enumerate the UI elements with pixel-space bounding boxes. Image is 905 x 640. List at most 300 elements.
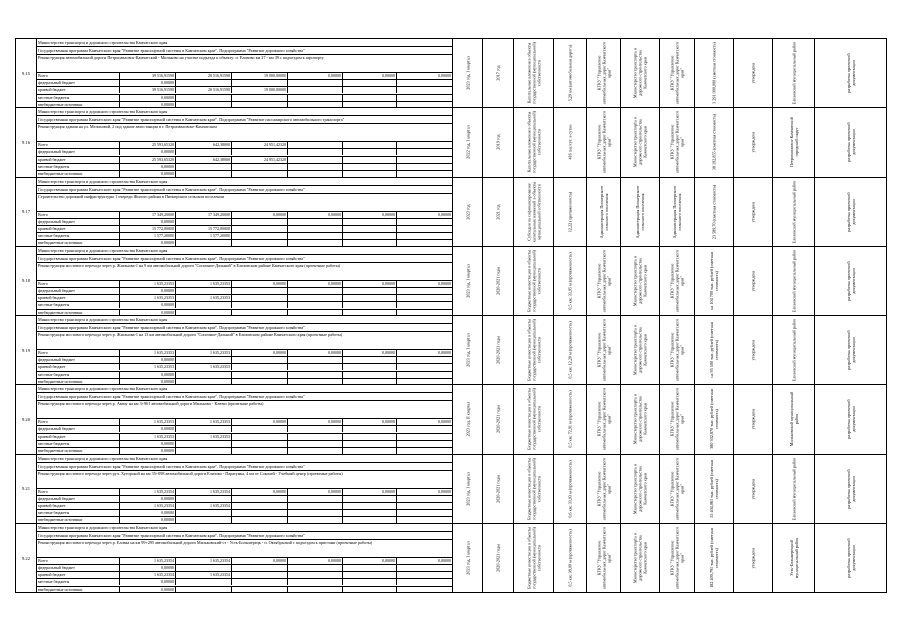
funding-row: [36, 433, 452, 440]
funding-row: [36, 72, 452, 79]
stage-cell: [814, 524, 886, 593]
funding-source-label: краевой бюджет: [36, 364, 120, 370]
estimated-cost-cell-text: на 104 700 тыс. рублей (сметная стоимость): [709, 252, 719, 310]
project-row: [16, 455, 886, 524]
customer-cell-text: КГКУ "Управление автомобильных дорог Камчатского края": [596, 527, 611, 590]
responsible-cell-text: Администрация Пионерского сельского поселения: [635, 185, 645, 238]
customer-cell: [586, 39, 620, 107]
funding-value-cell: 15 772,00000: [176, 226, 232, 232]
funding-value-cell: [343, 171, 397, 177]
funding-value-cell: 0,00000: [288, 489, 343, 495]
documentation-status-cell-text: утверждена: [750, 408, 756, 430]
developer-cell: [659, 385, 694, 453]
stage-cell: [814, 385, 886, 453]
investment-type-cell-text: Бюджетные инвестиции в объекты государственной (муниципальной) собственности: [526, 388, 541, 451]
funding-value-cell: 0,00000: [120, 80, 176, 86]
responsible-cell: [620, 247, 659, 315]
capacity-cell: [553, 316, 586, 384]
start-date-cell-text: 2020-2021 годы: [495, 336, 501, 364]
ministry-line: Министерство транспорта и дорожного строительства Камчатского края: [36, 108, 452, 116]
capacity-cell-text: 5,29 км (автомобильная дорога): [567, 44, 573, 102]
funding-value-cell: [288, 157, 343, 163]
funding-row: [36, 211, 452, 218]
funding-value-cell: 0,00000: [120, 565, 176, 571]
funding-value-cell: 1 635,23353: [176, 419, 232, 425]
municipality-cell: [772, 385, 814, 453]
investment-type-cell: [513, 455, 553, 523]
funding-value-cell: [232, 503, 288, 509]
funding-value-cell: [343, 372, 397, 378]
funding-value-cell: [343, 87, 397, 93]
commissioning-date-cell-text: 2023 год, I квартал: [465, 541, 470, 576]
funding-value-cell: 0,00000: [343, 419, 397, 425]
developer-cell-text: КГКУ "Управление автомобильных дорог Камчатского края": [669, 249, 685, 313]
funding-value-cell: [176, 510, 232, 516]
commissioning-date-cell-text: 2023 год: [465, 204, 470, 220]
funding-value-cell: 0,00000: [120, 302, 176, 308]
program-line: Государственная программа Камчатского края "Развитие транспортной системы в Камчатском крае". Подпрограмма "Развитие дорожного хозяйства": [36, 47, 452, 55]
estimated-cost-cell: [694, 108, 733, 176]
funding-value-cell: 0,00000: [120, 426, 176, 432]
capacity-cell: [553, 247, 586, 315]
funding-value-cell: [288, 496, 343, 502]
funding-row: [36, 488, 452, 495]
municipality-cell: [772, 524, 814, 593]
capacity-cell: [553, 524, 586, 593]
funding-value-cell: [176, 149, 232, 155]
funding-source-label: федеральный бюджет: [36, 288, 120, 294]
funding-value-cell: 0,00000: [232, 212, 288, 218]
funding-value-cell: [288, 295, 343, 301]
funding-value-cell: [343, 496, 397, 502]
funding-value-cell: [288, 310, 343, 316]
project-row: [16, 385, 886, 454]
commissioning-date-cell: [452, 524, 482, 593]
funding-value-cell: 0,00000: [232, 419, 288, 425]
start-date-cell: [482, 385, 513, 453]
funding-value-cell: [232, 372, 288, 378]
customer-cell: [586, 385, 620, 453]
funding-row: [36, 232, 452, 239]
funding-source-label: краевой бюджет: [36, 572, 120, 578]
funding-value-cell: [288, 379, 343, 385]
funding-value-cell: 15 772,00000: [120, 226, 176, 232]
customer-cell-text: КГКУ "Управление автомобильных дорог Камчатского края": [596, 249, 611, 313]
funding-value-cell: [343, 565, 397, 571]
funding-value-cell: [176, 517, 232, 523]
funding-value-cell: [176, 379, 232, 385]
funding-value-cell: [343, 579, 397, 585]
funding-value-cell: [343, 226, 397, 232]
funding-value-cell: 0,00000: [120, 357, 176, 363]
funding-value-cell: 0,00000: [438, 557, 451, 563]
funding-value-cell: [232, 441, 288, 447]
funding-value-cell: 0,00000: [343, 350, 397, 356]
funding-value-cell: [397, 171, 452, 177]
funding-source-label: Всего: [36, 419, 120, 425]
funding-value-cell: [232, 572, 288, 578]
funding-value-cell: [232, 579, 288, 585]
funding-value-cell: [176, 448, 232, 454]
stage-cell-text: разработка проектной документации: [845, 538, 856, 578]
funding-row: [36, 156, 452, 163]
object-name: Реконструкция мостового перехода через р. Жиганова-1 на 13 км автомобильной дороги "Сопочное-Дальний" в Елизовском районе Камчатского края (проектные работы): [38, 332, 343, 337]
developer-cell: [659, 178, 694, 246]
capacity-cell-text: 0,5 км; 12,20 м (протяженность): [567, 321, 573, 379]
stage-cell: [814, 316, 886, 384]
customer-cell-text: КГКУ "Управление автомобильных дорог Камчатского края": [596, 318, 611, 382]
project-row: [16, 247, 886, 316]
funding-value-cell: [176, 587, 232, 593]
funding-value-cell: [397, 565, 452, 571]
funding-value-cell: [232, 357, 288, 363]
customer-cell-text: Администрация Пионерского сельского поселения: [598, 185, 609, 238]
investment-type-cell: [513, 316, 553, 384]
start-date-cell-text: 2021 год: [495, 204, 501, 220]
municipality-cell-text: Петропавловск-Камчатский городской округ: [788, 117, 799, 168]
investment-type-cell-text: Капитальные вложения в объекты государственной (муниципальной) собственности: [526, 42, 541, 105]
funding-row: [36, 516, 452, 523]
funding-value-cell: [288, 226, 343, 232]
responsible-cell: [620, 385, 659, 453]
start-date-cell: [482, 39, 513, 107]
program-line: Государственная программа Камчатского края "Развитие транспортной системы в Камчатском крае". Подпрограмма "Развитие дорожного хозяйства": [36, 255, 452, 263]
funding-value-cell: [232, 434, 288, 440]
project-row: [16, 316, 886, 385]
funding-value-cell: 0,00000: [288, 558, 343, 564]
funding-row: [36, 239, 452, 246]
funding-value-cell: 1 635,23353: [120, 350, 176, 356]
responsible-cell-text: Министерство транспорта и дорожного строительства Камчатского края: [632, 48, 648, 99]
municipality-cell: [772, 178, 814, 246]
capacity-cell-text: 416 пас/сут. в сутки: [567, 124, 573, 160]
funding-value-cell: 1 635,23353: [120, 364, 176, 370]
funding-source-label: местные бюджеты: [36, 164, 120, 170]
funding-source-label: внебюджетные источники: [36, 448, 120, 454]
commissioning-date-cell-text: 2023 год, I квартал: [465, 333, 470, 367]
funding-source-label: федеральный бюджет: [36, 149, 120, 155]
funding-source-label: Всего: [36, 558, 120, 564]
start-date-cell: [482, 524, 513, 593]
funding-value-cell: [288, 587, 343, 593]
funding-value-cell: [397, 448, 452, 454]
documentation-status-cell-text: утверждена: [750, 270, 756, 292]
funding-value-cell: [288, 372, 343, 378]
funding-value-cell: [176, 310, 232, 316]
responsible-cell: [620, 39, 659, 107]
funding-value-cell: [397, 95, 452, 101]
responsible-cell-text: Министерство транспорта и дорожного строительства Камчатского края: [632, 463, 648, 514]
funding-value-cell: [288, 80, 343, 86]
ministry-line: Министерство транспорта и дорожного строительства Камчатского края: [36, 178, 452, 186]
funding-value-cell: [343, 426, 397, 432]
documentation-status-cell-text: утверждена: [750, 131, 756, 153]
funding-source-label: краевой бюджет: [36, 503, 120, 509]
funding-value-cell: [288, 102, 343, 108]
funding-value-cell: [288, 572, 343, 578]
developer-cell: [659, 455, 694, 523]
funding-value-cell: [397, 434, 452, 440]
object-name: Реконструкция автомобильной дороги Петропавловск-Камчатский - Мильково на участке подъезда к объекту: п. Елизово км 27 - км 39 с подъездом к аэропорту: [38, 55, 324, 60]
funding-value-cell: [232, 226, 288, 232]
funding-value-cell: [343, 233, 397, 239]
project-row: [16, 108, 886, 177]
capacity-cell-text: 0,6 км; 33,93 м (протяженность): [567, 460, 573, 518]
developer-cell: [659, 108, 694, 176]
funding-value-cell: 1 635,23353: [176, 295, 232, 301]
funding-source-label: внебюджетные источники: [36, 310, 120, 316]
ministry-line: Министерство транспорта и дорожного строительства Камчатского края: [36, 385, 452, 393]
documentation-status-cell-text: утверждена: [750, 478, 756, 500]
capacity-cell-text: 0,5 км; 72,91 м (протяженность): [567, 390, 573, 448]
funding-value-cell: 0,00000: [120, 517, 176, 523]
ministry-line: Министерство транспорта и дорожного строительства Камчатского края: [36, 316, 452, 324]
funding-value-cell: [343, 587, 397, 593]
investment-type-cell: [513, 108, 553, 176]
funding-value-cell: [288, 510, 343, 516]
funding-value-cell: [343, 95, 397, 101]
funding-value-cell: [232, 102, 288, 108]
municipality-cell-text: Елизовский муниципальный район: [791, 249, 796, 313]
funding-value-cell: [343, 219, 397, 225]
ministry-line: Министерство транспорта и дорожного строительства Камчатского края: [36, 524, 452, 532]
funding-value-cell: [288, 426, 343, 432]
funding-value-cell: [397, 164, 452, 170]
funding-value-cell: 1 635,23353: [120, 434, 176, 440]
responsible-cell: [620, 178, 659, 246]
funding-value-cell: 0,00000: [438, 419, 451, 425]
funding-value-cell: [397, 240, 452, 246]
funding-value-cell: 1 635,23354: [120, 572, 176, 578]
funding-source-label: краевой бюджет: [36, 295, 120, 301]
municipality-cell: [772, 108, 814, 176]
documentation-status-cell: [733, 524, 772, 593]
start-date-cell: [482, 247, 513, 315]
investment-type-cell-text: Капитальные вложения в объекты государственной (муниципальной) собственности: [526, 111, 541, 174]
developer-cell: [659, 524, 694, 593]
capacity-cell: [553, 455, 586, 523]
capacity-cell: [553, 178, 586, 246]
funding-value-cell: [397, 302, 452, 308]
commissioning-date-cell: [452, 455, 482, 523]
funding-source-label: краевой бюджет: [36, 157, 120, 163]
responsible-cell-text: Министерство транспорта и дорожного строительства Камчатского края: [632, 394, 648, 445]
funding-row: [36, 371, 452, 378]
funding-value-cell: 0,00000: [438, 73, 451, 78]
customer-cell: [586, 247, 620, 315]
funding-value-cell: 1 577,20000: [120, 233, 176, 239]
funding-source-label: местные бюджеты: [36, 441, 120, 447]
documentation-status-cell-text: утверждена: [750, 339, 756, 361]
funding-value-cell: [343, 80, 397, 86]
investment-type-cell-text: Субсидии на софинансирование капитальных вложений в объекты муниципальной собственности: [526, 181, 541, 242]
documentation-status-cell: [733, 385, 772, 453]
funding-value-cell: 17 349,20000: [120, 212, 176, 218]
funding-value-cell: [397, 357, 452, 363]
funding-row: [36, 163, 452, 170]
funding-value-cell: [397, 503, 452, 509]
funding-source-label: Всего: [36, 73, 120, 79]
funding-value-cell: 1 635,23354: [176, 503, 232, 509]
stage-cell-text: разработка проектной документации: [845, 122, 856, 162]
commissioning-date-cell: [452, 39, 482, 107]
project-number: 9.17: [16, 178, 37, 246]
developer-cell: [659, 247, 694, 315]
documentation-status-cell-text: утверждена: [750, 62, 756, 84]
funding-value-cell: [176, 579, 232, 585]
funding-row: [36, 287, 452, 294]
funding-value-cell: [343, 441, 397, 447]
funding-value-cell: [397, 426, 452, 432]
commissioning-date-cell: [452, 178, 482, 246]
funding-value-cell: [397, 87, 452, 93]
funding-value-cell: [232, 517, 288, 523]
funding-value-cell: [176, 441, 232, 447]
funding-value-cell: [397, 587, 452, 593]
funding-value-cell: 0,00000: [120, 288, 176, 294]
developer-cell-text: КГКУ "Управление автомобильных дорог Камчатского края": [669, 527, 685, 590]
funding-value-cell: 20 516,91590: [176, 73, 232, 79]
funding-value-cell: [397, 579, 452, 585]
funding-value-cell: [288, 565, 343, 571]
responsible-cell-text: Министерство транспорта и дорожного строительства Камчатского края: [632, 533, 648, 584]
documentation-status-cell: [733, 178, 772, 246]
funding-value-cell: [232, 587, 288, 593]
developer-cell-text: КГКУ "Управление автомобильных дорог Камчатского края": [669, 318, 685, 382]
funding-value-cell: 39 516,91590: [120, 87, 176, 93]
funding-value-cell: [288, 434, 343, 440]
funding-row: [36, 301, 452, 308]
funding-value-cell: [232, 149, 288, 155]
developer-cell-text: КГКУ "Управление автомобильных дорог Камчатского края": [669, 41, 685, 105]
funding-value-cell: 1 635,23353: [176, 434, 232, 440]
funding-value-cell: [343, 510, 397, 516]
funding-value-cell: 642,38000: [176, 142, 232, 148]
funding-value-cell: [397, 80, 452, 86]
funding-value-cell: [176, 219, 232, 225]
start-date-cell-text: 2020-2021 годы: [495, 405, 501, 434]
funding-value-cell: [232, 164, 288, 170]
funding-row: [36, 495, 452, 502]
funding-value-cell: [288, 142, 343, 148]
responsible-cell-text: Министерство транспорта и дорожного строительства Камчатского края: [632, 117, 648, 168]
stage-cell: [814, 39, 886, 107]
funding-value-cell: [232, 379, 288, 385]
municipality-cell: [772, 247, 814, 315]
funding-value-cell: [232, 310, 288, 316]
funding-value-cell: [288, 87, 343, 93]
capacity-cell: [553, 385, 586, 453]
capacity-cell-text: 12,22 (протяженность): [567, 191, 573, 232]
funding-row: [36, 502, 452, 509]
funding-source-label: местные бюджеты: [36, 233, 120, 239]
funding-value-cell: [232, 288, 288, 294]
funding-value-cell: [232, 219, 288, 225]
funding-value-cell: [176, 357, 232, 363]
funding-value-cell: [176, 102, 232, 108]
project-row: [16, 178, 886, 247]
start-date-cell: [482, 316, 513, 384]
ministry-line: Министерство транспорта и дорожного строительства Камчатского края: [36, 247, 452, 255]
municipality-cell: [772, 455, 814, 523]
funding-source-label: Всего: [36, 489, 120, 495]
municipality-cell-text: Усть-Большерецкий муниципальный район: [788, 538, 799, 579]
funding-value-cell: 0,00000: [288, 73, 343, 79]
funding-value-cell: [343, 310, 397, 316]
funding-value-cell: 0,00000: [288, 212, 343, 218]
funding-value-cell: [232, 80, 288, 86]
funding-value-cell: 0,00000: [120, 496, 176, 502]
funding-row: [36, 425, 452, 432]
capacity-cell: [553, 39, 586, 107]
funding-value-cell: [288, 357, 343, 363]
program-line: Государственная программа Камчатского края "Развитие транспортной системы в Камчатском крае". Подпрограмма "Развитие дорожного хозяйства": [36, 463, 452, 471]
commissioning-date-cell: [452, 316, 482, 384]
funding-value-cell: 1 635,23353: [176, 350, 232, 356]
funding-value-cell: [288, 288, 343, 294]
funding-value-cell: 1 635,23353: [176, 364, 232, 370]
estimated-cost-cell-text: 380 302,870 тыс. рублей (сметная стоимость): [709, 389, 719, 450]
start-date-cell: [482, 178, 513, 246]
start-date-cell-text: 2017 год: [495, 65, 501, 81]
municipality-cell: [772, 39, 814, 107]
estimated-cost-cell: [694, 524, 733, 593]
funding-value-cell: [176, 171, 232, 177]
funding-value-cell: [343, 240, 397, 246]
estimated-cost-cell: [694, 39, 733, 107]
funding-value-cell: 0,00000: [343, 558, 397, 564]
funding-value-cell: [343, 288, 397, 294]
funding-source-label: внебюджетные источники: [36, 102, 120, 108]
funding-source-label: краевой бюджет: [36, 87, 120, 93]
funding-value-cell: 0,00000: [120, 164, 176, 170]
funding-row: [36, 564, 452, 571]
investment-type-cell: [513, 178, 553, 246]
funding-value-cell: 0,00000: [232, 489, 288, 495]
funding-value-cell: [343, 357, 397, 363]
responsible-cell: [620, 524, 659, 593]
funding-value-cell: [397, 226, 452, 232]
funding-value-cell: 19 000,00000: [232, 73, 288, 79]
ministry-line: Министерство транспорта и дорожного строительства Камчатского края: [36, 455, 452, 463]
funding-row: [36, 557, 452, 564]
project-number: 9.22: [16, 524, 37, 593]
funding-value-cell: 1 635,23353: [120, 419, 176, 425]
funding-value-cell: [232, 448, 288, 454]
funding-value-cell: 0,00000: [120, 587, 176, 593]
funding-row: [36, 225, 452, 232]
funding-value-cell: [232, 295, 288, 301]
documentation-status-cell: [733, 247, 772, 315]
stage-cell-text: разработка проектной документации: [845, 192, 856, 232]
funding-source-label: краевой бюджет: [36, 434, 120, 440]
investment-type-cell-text: Бюджетные инвестиции в объекты государственной (муниципальной) собственности: [526, 527, 541, 590]
capacity-cell-text: 0,5 км; 38,00 м (протяженность): [567, 529, 573, 587]
funding-source-label: федеральный бюджет: [36, 565, 120, 571]
customer-cell: [586, 316, 620, 384]
commissioning-date-cell-text: 2023 год, I квартал: [465, 264, 470, 298]
funding-value-cell: 25 593,65320: [120, 157, 176, 163]
funding-value-cell: 0,00000: [343, 212, 397, 218]
customer-cell-text: КГКУ "Управление автомобильных дорог Камчатского края": [596, 388, 611, 451]
funding-value-cell: 1 635,23353: [176, 281, 232, 287]
start-date-cell: [482, 455, 513, 523]
funding-value-cell: 0,00000: [120, 448, 176, 454]
funding-row: [36, 148, 452, 155]
funding-value-cell: [343, 364, 397, 370]
funding-value-cell: 1 635,23353: [120, 281, 176, 287]
funding-value-cell: 0,00000: [343, 281, 397, 287]
